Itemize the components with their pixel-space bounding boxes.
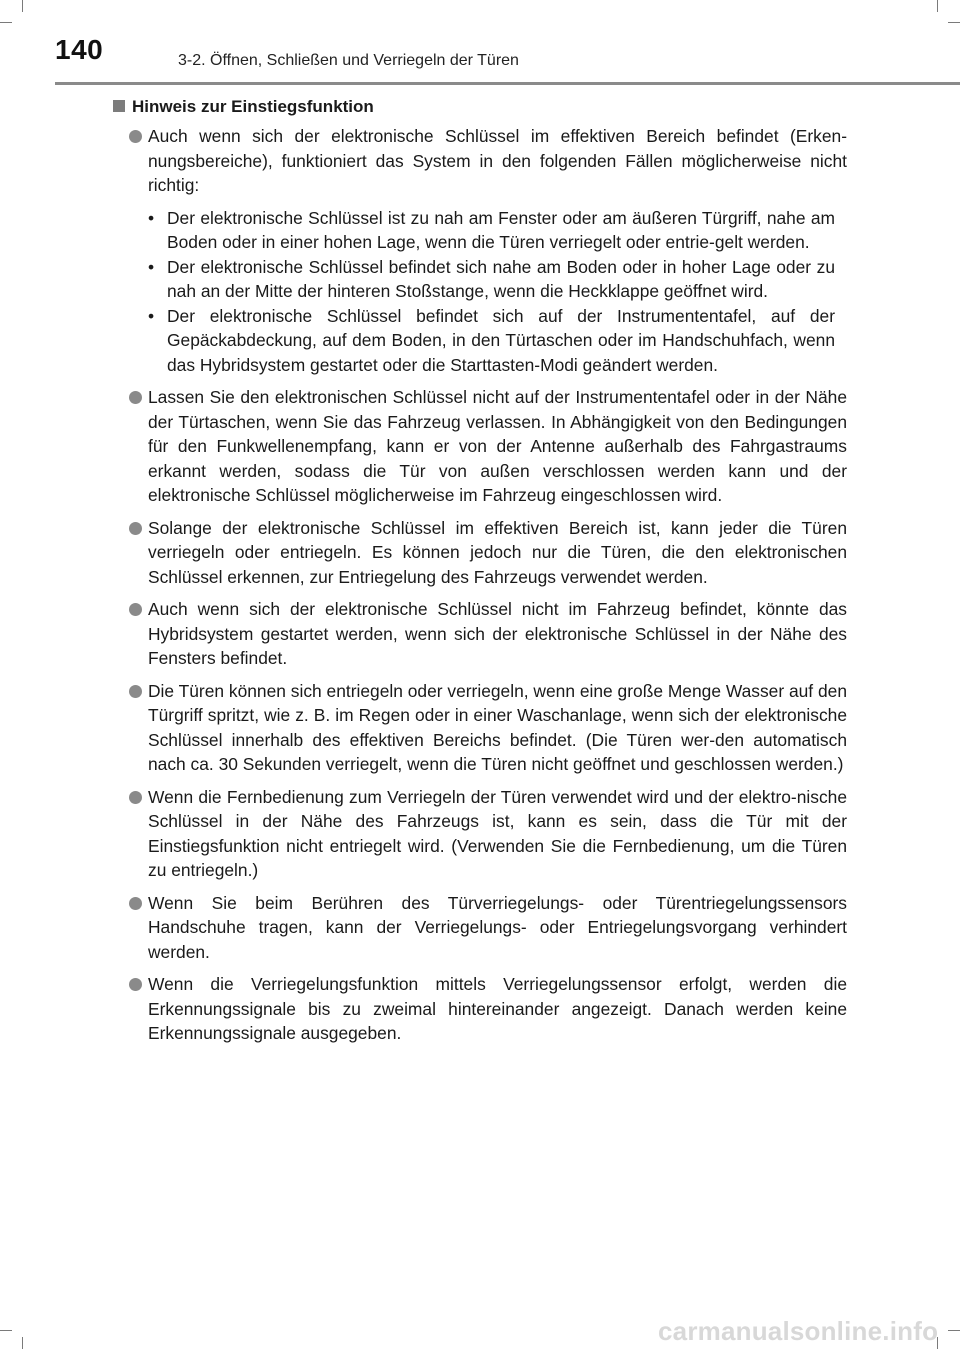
sub-list-item bbox=[148, 206, 835, 255]
list-item bbox=[113, 124, 847, 198]
sub-list bbox=[148, 206, 847, 378]
sub-list-item bbox=[148, 255, 835, 304]
list-item bbox=[113, 385, 847, 508]
list-item-text: Die Türen können sich entriegeln oder verriegeln, wenn eine große Menge Wasser auf den Türgriff spritzt, wie z. B. im Regen oder in einer Waschanlage, wenn sich der elektronische Schlüssel innerhalb des effektiven Bereichs befindet. (Die Türen wer-den automatisch nach ca. 30 Sekunden verriegelt, wenn die Türen nicht geöffnet und geschlossen werden.) bbox=[148, 680, 847, 774]
section-heading-text: Hinweis zur Einstiegsfunktion bbox=[132, 97, 374, 116]
sub-list-item-text: Der elektronische Schlüssel befindet sich nahe am Boden oder in hoher Lage oder zu nah an der Mitte der hinteren Stoßstange, wenn die Heckklappe geöffnet wird. bbox=[167, 256, 835, 301]
circle-bullet-icon bbox=[129, 130, 142, 143]
page-number: 140 bbox=[55, 34, 104, 65]
sub-list-item-text: Der elektronische Schlüssel befindet sich auf der Instrumententafel, auf der Gepäckabdeckung, auf dem Boden, in den Türtaschen oder im Handschuhfach, wenn das Hybridsystem gestartet oder die Starttasten-Modi geändert werden. bbox=[167, 305, 835, 375]
sub-list-item bbox=[148, 304, 835, 378]
square-bullet-icon bbox=[113, 100, 125, 112]
list-item-text: Auch wenn sich der elektronische Schlüssel nicht im Fahrzeug befindet, könnte das Hybridsystem gestartet werden, wenn sich der elektronische Schlüssel in der Nähe des Fensters befindet. bbox=[148, 599, 847, 668]
list-item-text: Lassen Sie den elektronischen Schlüssel nicht auf der Instrumententafel oder in der Nähe der Türtaschen, wenn Sie das Fahrzeug verlassen. In Abhängigkeit von den Bedingungen für den Funkwellenempfang, kann er von der Antenne außerhalb des Fahrgastraums erkannt werden, sodass die Tür von außen verschlossen werden kann und der elektronische Schlüssel möglicherweise im Fahrzeug eingeschlossen wird. bbox=[148, 387, 847, 505]
list-item bbox=[113, 597, 847, 671]
crop-mark bbox=[0, 1330, 12, 1331]
list-item-text: Wenn Sie beim Berühren des Türverriegelungs- oder Türentriegelungssensors Handschuhe tragen, kann der Verriegelungs- oder Entriegelungsvorgang verhindert werden. bbox=[148, 892, 847, 962]
circle-bullet-icon bbox=[129, 978, 142, 991]
circle-bullet-icon bbox=[129, 522, 142, 535]
list-item bbox=[113, 516, 847, 590]
crop-mark bbox=[948, 1330, 960, 1331]
sub-list-item-text: Der elektronische Schlüssel ist zu nah am Fenster oder am äußeren Türgriff, nahe am Boden oder in einer hohen Lage, wenn die Türen verriegelt oder entrie-gelt werden. bbox=[167, 207, 835, 252]
list-item-text: Solange der elektronische Schlüssel im effektiven Bereich ist, kann jeder die Türen verriegeln oder entriegeln. Es können jedoch nur die Türen, die den elektronischen Schlüssel erkennen, zur Entriegelung des Fahrzeugs verwendet werden. bbox=[148, 517, 847, 587]
list-item bbox=[113, 679, 847, 777]
circle-bullet-icon bbox=[129, 391, 142, 404]
main-content bbox=[113, 96, 847, 1054]
list-item bbox=[113, 972, 847, 1046]
list-item-text: Wenn die Fernbedienung zum Verriegeln der Türen verwendet wird und der elektro-nische Schlüssel in der Nähe des Fahrzeugs ist, kann es sein, dass die Tür mit der Einstiegsfunktion nicht entriegelt wird. (Verwenden Sie die Fernbedienung, um die Türen zu entriegeln.) bbox=[148, 786, 847, 880]
dot-bullet-icon: • bbox=[148, 305, 155, 326]
list-item bbox=[113, 891, 847, 965]
dot-bullet-icon: • bbox=[148, 207, 155, 228]
circle-bullet-icon bbox=[129, 603, 142, 616]
list-item-text: Wenn die Verriegelungsfunktion mittels Verriegelungssensor erfolgt, werden die Erkennungssignale bis zu zweimal hintereinander angezeigt. Danach werden keine Erkennungssignale ausgegeben. bbox=[148, 974, 847, 1043]
circle-bullet-icon bbox=[129, 897, 142, 910]
chapter-title: 3-2. Öffnen, Schließen und Verriegeln der Türen bbox=[178, 52, 519, 69]
list-item-text: Auch wenn sich der elektronische Schlüssel im effektiven Bereich befindet (Erken-nungsbereiche), funktioniert das System in den folgenden Fällen möglicherweise nicht richtig: bbox=[148, 126, 847, 195]
dot-bullet-icon: • bbox=[148, 256, 155, 277]
page-header bbox=[0, 0, 960, 86]
crop-mark bbox=[22, 1337, 23, 1349]
list-item bbox=[113, 785, 847, 883]
section-heading bbox=[113, 96, 847, 118]
circle-bullet-icon bbox=[129, 685, 142, 698]
watermark: carmanualsonline.info bbox=[658, 1316, 939, 1346]
circle-bullet-icon bbox=[129, 791, 142, 804]
header-divider bbox=[55, 82, 960, 85]
